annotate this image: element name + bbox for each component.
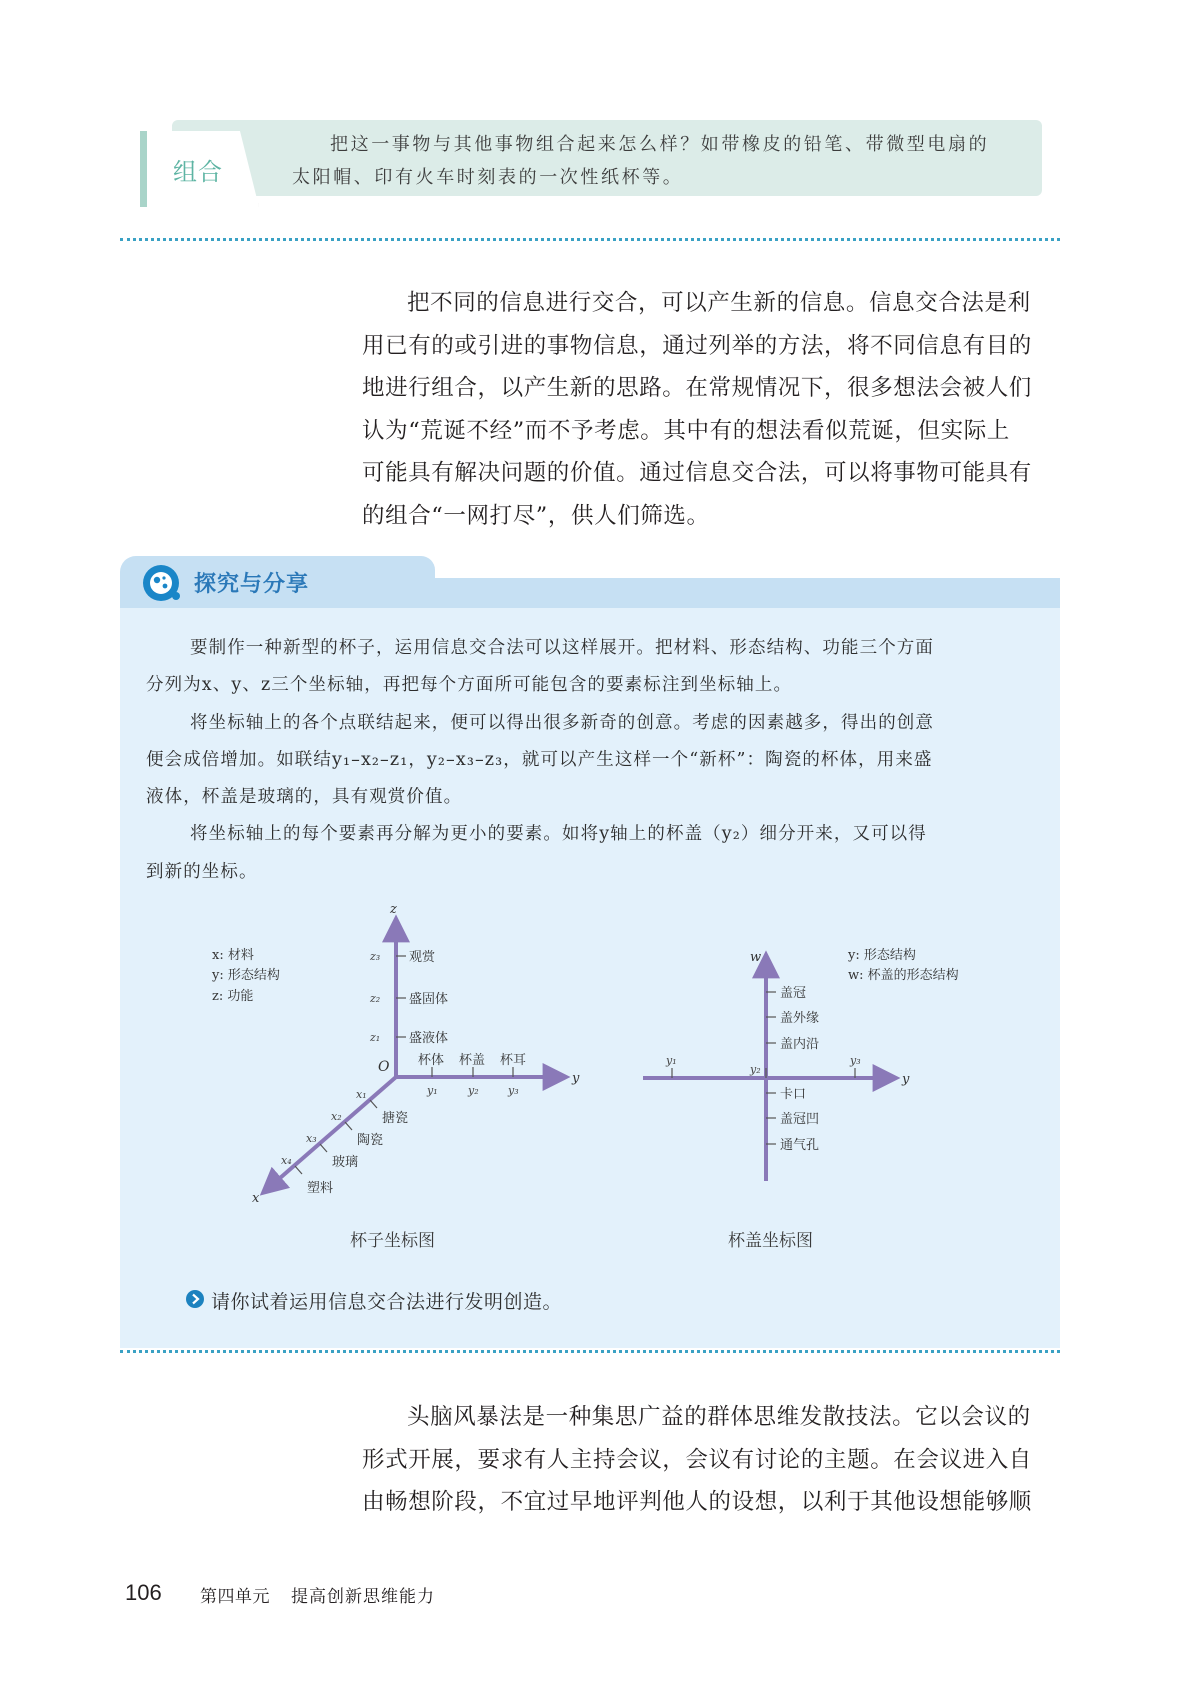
cup-coordinate-figure	[211, 902, 580, 1251]
tick-label-y1: y₁	[427, 1084, 438, 1097]
body-paragraph	[362, 1396, 1062, 1524]
tick-label-x2: x₂	[331, 1110, 342, 1123]
tick-label-x1: x₁	[356, 1088, 367, 1101]
text-line: 液体，杯盖是玻璃的，具有观赏价值。	[146, 787, 463, 808]
tick-label-z2: z₂	[370, 992, 381, 1005]
legend-item: y: 形态结构	[848, 948, 916, 963]
axis-label-z: z	[390, 902, 397, 917]
tip-label: 组合	[173, 158, 223, 186]
z-item: 盛固体	[409, 992, 449, 1007]
inquiry-text	[146, 630, 1040, 891]
lid-coordinate-figure	[643, 947, 959, 1251]
w-item: 卡口	[780, 1087, 807, 1102]
x-item: 搪瓷	[382, 1111, 409, 1126]
z-item: 观赏	[409, 950, 436, 965]
x-item: 陶瓷	[357, 1133, 384, 1148]
axis-label-y: y	[572, 1071, 580, 1086]
text-line: 的组合“一网打尽”，供人们筛选。	[362, 502, 710, 529]
tick-label-y3: y₃	[508, 1084, 519, 1097]
origin-label: O	[378, 1059, 390, 1075]
dotted-divider	[120, 238, 1060, 241]
text-line: 用已有的或引进的事物信息，通过列举的方法，将不同信息有目的	[362, 332, 1032, 359]
text-line: 形式开展，要求有人主持会议，会议有讨论的主题。在会议进入自	[362, 1446, 1032, 1473]
tick-label-y2: y₂	[468, 1084, 479, 1097]
legend-item: x: 材料	[212, 948, 254, 963]
text-line: 认为“荒诞不经”而不予考虑。其中有的想法看似荒诞，但实际上	[362, 417, 1010, 444]
page-number: 106	[125, 1580, 162, 1605]
w-item: 盖外缘	[780, 1011, 820, 1026]
footer-title: 提高创新思维能力	[291, 1587, 435, 1607]
figure-caption: 杯盖坐标图	[728, 1231, 813, 1251]
tick-label-z3: z₃	[370, 950, 381, 963]
axis-label-y: y	[902, 1072, 910, 1087]
inquiry-title: 探究与分享	[194, 572, 310, 597]
w-item: 盖冠凹	[780, 1112, 820, 1127]
text-line: 可能具有解决问题的价值。通过信息交合法，可以将事物可能具有	[362, 460, 1032, 486]
y-item: 杯耳	[500, 1053, 527, 1068]
tick-label-x4: x₄	[281, 1154, 292, 1167]
text-line: 地进行组合，以产生新的思路。在常规情况下，很多想法会被人们	[362, 375, 1032, 401]
w-item: 盖冠	[780, 986, 807, 1001]
figure-caption: 杯子坐标图	[350, 1231, 435, 1251]
legend-item: z: 功能	[212, 989, 254, 1004]
text-line: 将坐标轴上的每个要素再分解为更小的要素。如将y轴上的杯盖（y₂）细分开来，又可以得	[190, 824, 927, 845]
tip-text	[292, 128, 1022, 194]
tick-label-y2: y₂	[750, 1063, 761, 1076]
inquiry-prompt: 请你试着运用信息交合法进行发明创造。	[211, 1291, 563, 1313]
y-item: 杯盖	[459, 1053, 486, 1068]
axis-label-w: w	[750, 950, 762, 965]
axis-label-x: x	[252, 1191, 260, 1206]
tip-line: 太阳帽、印有火车时刻表的一次性纸杯等。	[292, 167, 684, 188]
text-line: 便会成倍增加。如联结y₁–x₂–z₁，y₂–x₃–z₃，就可以产生这样一个“新杯”：陶瓷的杯体，用来盛	[146, 749, 933, 770]
y-item: 杯体	[418, 1053, 445, 1068]
z-item: 盛液体	[409, 1031, 449, 1046]
text-line: 把不同的信息进行交合，可以产生新的信息。信息交合法是利	[407, 290, 1031, 316]
text-line: 头脑风暴法是一种集思广益的群体思维发散技法。它以会议的	[407, 1404, 1031, 1430]
arrow-bullet-icon	[186, 1290, 204, 1308]
magnifier-icon	[141, 563, 181, 603]
x-item: 玻璃	[332, 1155, 359, 1170]
tick-label-y1: y₁	[666, 1054, 677, 1067]
text-line: 到新的坐标。	[146, 861, 258, 882]
tip-line: 把这一事物与其他事物组合起来怎么样？如带橡皮的铅笔、带微型电扇的	[330, 134, 990, 155]
coordinate-figures	[120, 890, 1060, 1260]
tick-label-z1: z₁	[370, 1031, 381, 1044]
tick-label-x3: x₃	[306, 1132, 317, 1145]
dotted-divider	[120, 1350, 1060, 1353]
x-item: 塑料	[307, 1181, 334, 1196]
text-line: 要制作一种新型的杯子，运用信息交合法可以这样展开。把材料、形态结构、功能三个方面	[190, 638, 934, 658]
text-line: 由畅想阶段，不宜过早地评判他人的设想，以利于其他设想能够顺	[362, 1489, 1032, 1515]
tick-label-y3: y₃	[850, 1054, 861, 1067]
legend-item: w: 杯盖的形态结构	[848, 968, 959, 983]
text-line: 分列为x、y、z三个坐标轴，再把每个方面所可能包含的要素标注到坐标轴上。	[146, 675, 793, 696]
w-item: 通气孔	[780, 1138, 820, 1153]
legend-item: y: 形态结构	[212, 968, 280, 983]
w-item: 盖内沿	[780, 1037, 820, 1052]
footer-unit: 第四单元	[200, 1587, 270, 1607]
text-line: 将坐标轴上的各个点联结起来，便可以得出很多新奇的创意。考虑的因素越多，得出的创意	[190, 712, 934, 733]
body-paragraph	[362, 282, 1062, 537]
